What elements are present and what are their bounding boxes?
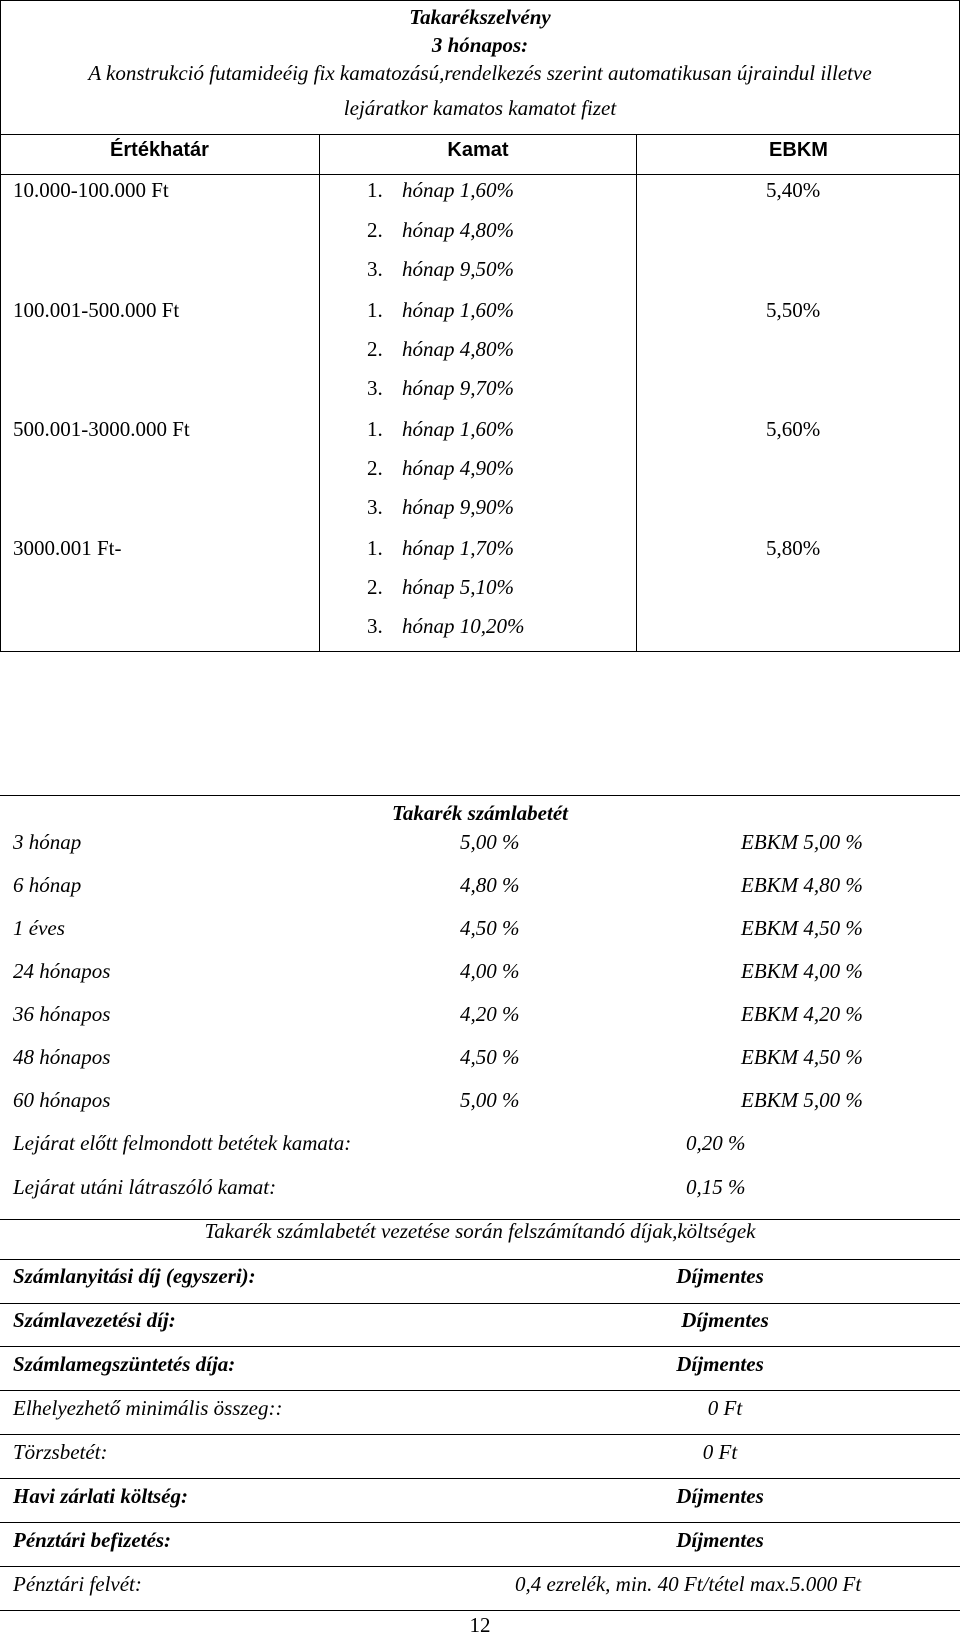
range-cell: 500.001-3000.000 Ft: [13, 417, 190, 441]
rate-cell: 4,00 %: [460, 959, 520, 983]
month-rate: hónap 5,10%: [402, 575, 514, 599]
row-divider: [0, 1522, 960, 1523]
fee-label: Havi zárlati költség:: [13, 1484, 188, 1508]
header-range: Értékhatár: [110, 139, 209, 161]
month-rate: hónap 9,90%: [402, 495, 514, 519]
fee-label: Számlamegszüntetés díja:: [13, 1352, 236, 1376]
term-cell: 3 hónap: [13, 830, 82, 854]
month-rate: hónap 4,90%: [402, 456, 514, 480]
rate-cell: 5,00 %: [460, 1088, 520, 1112]
month-rate: hónap 1,60%: [402, 417, 514, 441]
early-withdrawal-label: Lejárat előtt felmondott betétek kamata:: [13, 1131, 352, 1155]
row-divider: [0, 1478, 960, 1479]
page-number: 12: [469, 1613, 491, 1637]
fee-label: Törzsbetét:: [13, 1440, 108, 1464]
rate-cell: 4,50 %: [460, 916, 520, 940]
term-cell: 1 éves: [13, 916, 65, 940]
rate-cell: 4,80 %: [460, 873, 520, 897]
month-rate: hónap 4,80%: [402, 218, 514, 242]
month-number: 3.: [367, 614, 383, 638]
fee-value: Díjmentes: [676, 1352, 764, 1376]
row-divider: [0, 1259, 960, 1260]
early-withdrawal-value: 0,20 %: [686, 1131, 746, 1155]
month-number: 2.: [367, 456, 383, 480]
row-divider: [0, 1346, 960, 1347]
ebkm-cell: 5,60%: [766, 417, 821, 441]
table-description-line2: lejáratkor kamatos kamatot fizet: [343, 96, 617, 120]
fee-value: 0 Ft: [707, 1396, 743, 1420]
month-number: 1.: [367, 178, 383, 202]
header-rate: Kamat: [447, 139, 509, 161]
month-number: 3.: [367, 376, 383, 400]
month-number: 1.: [367, 298, 383, 322]
row-divider: [0, 1303, 960, 1304]
after-maturity-label: Lejárat utáni látraszóló kamat:: [13, 1175, 277, 1199]
ebkm-cell: EBKM 5,00 %: [741, 830, 863, 854]
rate-cell: 4,20 %: [460, 1002, 520, 1026]
month-rate: hónap 10,20%: [402, 614, 525, 638]
month-rate: hónap 1,60%: [402, 298, 514, 322]
ebkm-cell: EBKM 4,00 %: [741, 959, 863, 983]
ebkm-cell: EBKM 4,20 %: [741, 1002, 863, 1026]
fee-value: Díjmentes: [676, 1264, 764, 1288]
row-divider: [0, 1390, 960, 1391]
ebkm-cell: 5,80%: [766, 536, 821, 560]
month-number: 2.: [367, 337, 383, 361]
fee-value: Díjmentes: [676, 1528, 764, 1552]
fee-label: Pénztári felvét:: [13, 1572, 142, 1596]
ebkm-cell: EBKM 5,00 %: [741, 1088, 863, 1112]
ebkm-cell: 5,50%: [766, 298, 821, 322]
fee-value: Díjmentes: [676, 1484, 764, 1508]
month-number: 2.: [367, 218, 383, 242]
month-number: 3.: [367, 495, 383, 519]
header-ebkm: EBKM: [769, 139, 828, 161]
fee-value: 0 Ft: [702, 1440, 738, 1464]
table-description-line1: A konstrukció futamideéig fix kamatozású,rendelkezés szerint automatikusan újraindul illetve: [88, 61, 872, 85]
table-border-bottom: [0, 1610, 960, 1611]
fee-label: Számlanyitási díj (egyszeri):: [13, 1264, 256, 1288]
table-title: Takarék számlabetét: [392, 801, 568, 825]
fee-label: Pénztári befizetés:: [13, 1528, 172, 1552]
ebkm-cell: EBKM 4,50 %: [741, 916, 863, 940]
month-number: 3.: [367, 257, 383, 281]
table-subtitle: 3 hónapos:: [431, 33, 529, 57]
row-divider: [0, 1434, 960, 1435]
row-divider: [0, 1566, 960, 1567]
ebkm-cell: EBKM 4,50 %: [741, 1045, 863, 1069]
fee-label: Elhelyezhető minimális összeg::: [13, 1396, 283, 1420]
term-cell: 36 hónapos: [13, 1002, 111, 1026]
term-cell: 60 hónapos: [13, 1088, 111, 1112]
month-number: 1.: [367, 536, 383, 560]
term-cell: 48 hónapos: [13, 1045, 111, 1069]
fee-label: Számlavezetési díj:: [13, 1308, 176, 1332]
rate-cell: 5,00 %: [460, 830, 520, 854]
ebkm-cell: EBKM 4,80 %: [741, 873, 863, 897]
month-number: 1.: [367, 417, 383, 441]
table-title: Takarék számlabetét vezetése során felszámítandó díjak,költségek: [204, 1219, 756, 1243]
month-rate: hónap 1,70%: [402, 536, 514, 560]
rate-cell: 4,50 %: [460, 1045, 520, 1069]
month-number: 2.: [367, 575, 383, 599]
month-rate: hónap 9,50%: [402, 257, 514, 281]
term-cell: 6 hónap: [13, 873, 82, 897]
month-rate: hónap 4,80%: [402, 337, 514, 361]
range-cell: 3000.001 Ft-: [13, 536, 122, 560]
fee-value: 0,4 ezrelék, min. 40 Ft/tétel max.5.000 Ft: [515, 1572, 862, 1596]
ebkm-cell: 5,40%: [766, 178, 821, 202]
table-title: Takarékszelvény: [409, 5, 551, 29]
range-cell: 10.000-100.000 Ft: [13, 178, 169, 202]
after-maturity-value: 0,15 %: [686, 1175, 746, 1199]
month-rate: hónap 1,60%: [402, 178, 514, 202]
fee-value: Díjmentes: [681, 1308, 769, 1332]
range-cell: 100.001-500.000 Ft: [13, 298, 180, 322]
month-rate: hónap 9,70%: [402, 376, 514, 400]
term-cell: 24 hónapos: [13, 959, 111, 983]
